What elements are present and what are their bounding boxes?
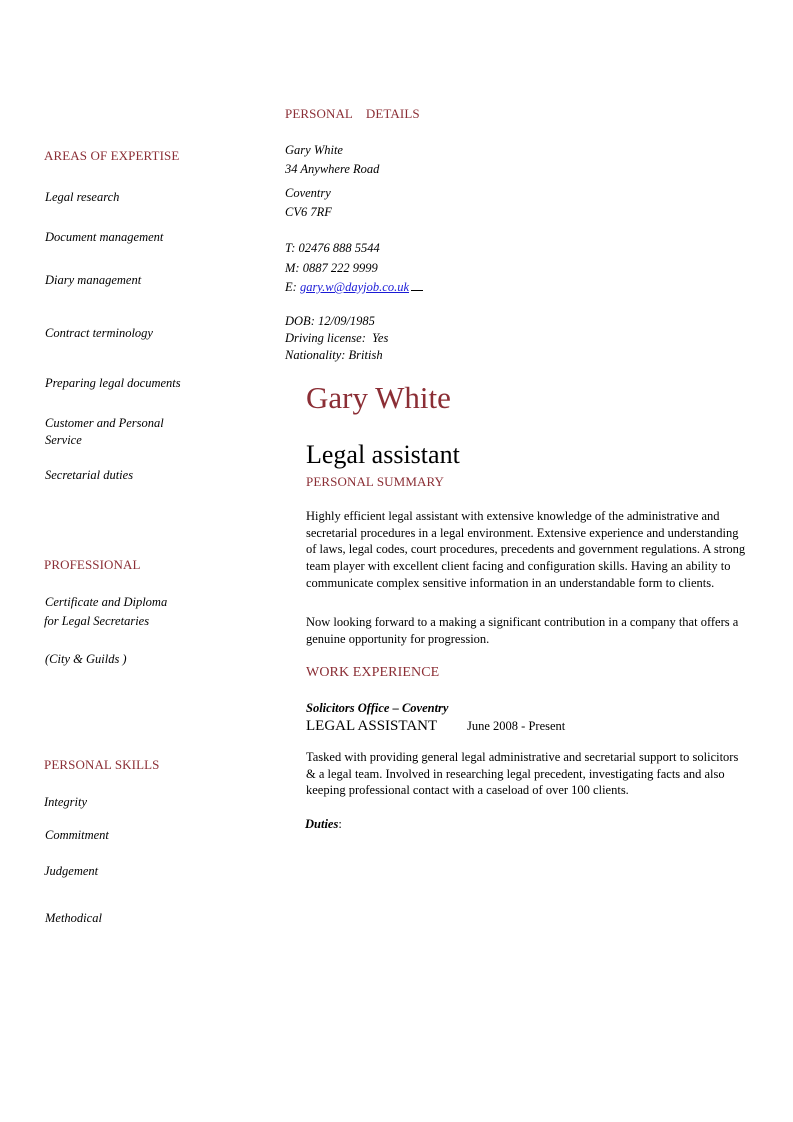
job-title: LEGAL ASSISTANT (306, 718, 438, 734)
professional-heading: PROFESSIONAL (44, 557, 141, 572)
professional-line: Certificate and Diploma (45, 595, 168, 609)
personal-skills-heading: PERSONAL SKILLS (44, 757, 160, 772)
expertise-item: Legal research (45, 190, 120, 204)
email-link[interactable]: gary.w@dayjob.co.uk (299, 280, 409, 294)
skill-item: Methodical (45, 911, 102, 925)
duties-line (305, 817, 342, 832)
details-name: Gary White (285, 143, 343, 157)
details-email-line (285, 280, 423, 295)
job-description: Tasked with providing general legal administrative and secretarial support to solicitors & a legal team. Involved in researching legal precedent, investigating facts and also keeping professional contact with a caseload of over 100 clients. (306, 750, 739, 798)
resume-name: Gary White (306, 380, 451, 415)
expertise-item: Preparing legal documents (45, 376, 181, 390)
work-experience-heading: WORK EXPERIENCE (306, 665, 440, 680)
personal-summary-heading: PERSONAL SUMMARY (306, 474, 445, 489)
skill-item: Integrity (44, 795, 88, 809)
skill-item: Judgement (44, 864, 99, 878)
professional-line: (City & Guilds ) (45, 652, 127, 666)
expertise-item: Diary management (45, 273, 142, 287)
areas-of-expertise-heading: AREAS OF EXPERTISE (44, 148, 180, 163)
skill-item: Commitment (45, 828, 109, 842)
details-driving: Driving license: Yes (285, 331, 389, 345)
job-dates: June 2008 - Present (467, 719, 566, 733)
email-prefix: E: (285, 280, 300, 294)
details-address: 34 Anywhere Road (285, 162, 380, 176)
summary-paragraph-2: Now looking forward to a making a significant contribution in a company that offers a genuine opportunity for progression. (306, 615, 739, 646)
details-nationality: Nationality: British (285, 348, 383, 362)
details-city: Coventry (285, 186, 331, 200)
expertise-item: Document management (45, 230, 164, 244)
employer: Solicitors Office – Coventry (306, 701, 449, 715)
summary-paragraph-1: Highly efficient legal assistant with extensive knowledge of the administrative and secretarial procedures in a legal environment. Extensive experience and understanding of laws, legal codes, court procedures, precedents and government regulations. A strong team player with excellent client facing and configuration skills. Having an ability to communicate complex sensitive information in an understandable form to clients. (306, 509, 746, 590)
expertise-item: Customer and Personal (45, 416, 164, 430)
details-phone: T: 02476 888 5544 (285, 241, 380, 255)
duties-label: Duties (305, 817, 339, 831)
email-underline-tail (411, 280, 423, 291)
details-postcode: CV6 7RF (285, 205, 332, 219)
duties-colon: : (338, 817, 342, 831)
details-dob: DOB: 12/09/1985 (285, 314, 375, 328)
personal-details-heading: PERSONAL DETAILS (285, 106, 420, 121)
resume-role: Legal assistant (306, 440, 460, 469)
professional-line: for Legal Secretaries (44, 614, 150, 628)
expertise-item: Contract terminology (45, 326, 153, 340)
expertise-item: Secretarial duties (45, 468, 134, 482)
details-mobile: M: 0887 222 9999 (285, 261, 378, 275)
expertise-item: Service (45, 433, 82, 447)
